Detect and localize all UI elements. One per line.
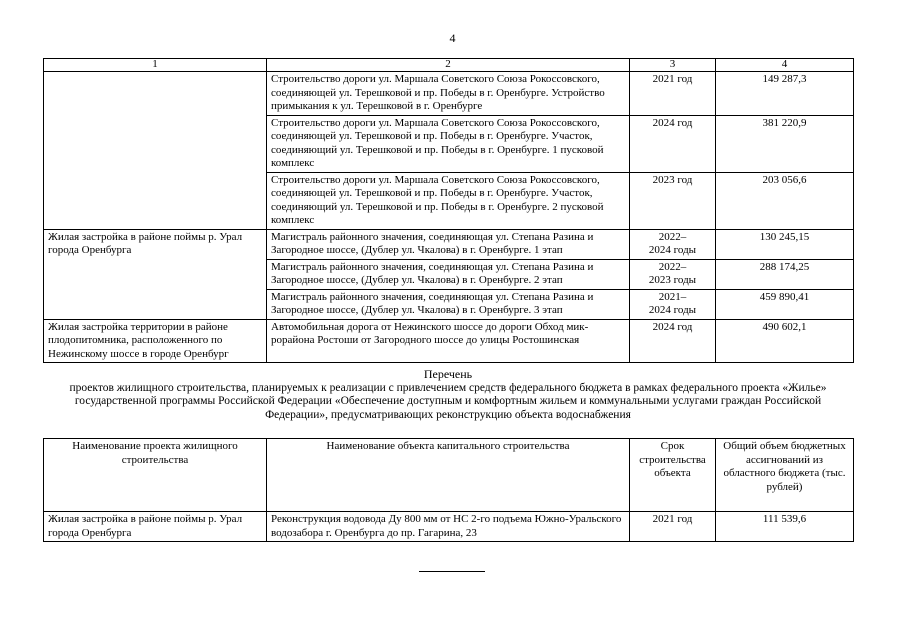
budget-amount-cell: 459 890,41 — [716, 289, 854, 319]
project-name-cell: Жилая застройка в районе поймы р. Урал города Оренбурга — [44, 229, 267, 319]
water-supply-table — [43, 438, 854, 542]
budget-amount-cell: 149 287,3 — [716, 72, 854, 116]
budget-amount-cell: 288 174,25 — [716, 259, 854, 289]
list-description: проектов жилищного строительства, планируемых к реализации с привлечением средств федерального бюджета в рамках федерального проекта «Жилье» государственной программы Российской Федерации «Обеспечение доступным и комфортным жильем и коммунальными услугами граждан Российской Федерации», предусматривающих реконструкцию объекта водоснабжения — [69, 381, 827, 421]
table-row — [44, 229, 854, 259]
header-object-name: Наименование объекта капитального строительства — [267, 439, 630, 512]
list-title: Перечень — [423, 367, 473, 381]
column-number-2: 2 — [267, 59, 630, 72]
header-budget-amount: Общий объем бюджетных ассигнований из областного бюджета (тыс. рублей) — [716, 439, 854, 512]
project-name-cell: Жилая застройка территории в районе плодопитомника, расположенного по Нежинскому шоссе в городе Оренбург — [44, 319, 267, 363]
construction-period-cell: 2021– 2024 годы — [630, 289, 716, 319]
budget-amount-cell: 203 056,6 — [716, 172, 854, 229]
table-header-row — [44, 59, 854, 72]
header-project-name: Наименование проекта жилищного строительства — [44, 439, 267, 512]
list-heading — [43, 368, 853, 422]
budget-amount-cell: 130 245,15 — [716, 229, 854, 259]
budget-amount-cell: 381 220,9 — [716, 115, 854, 172]
project-name-cell — [44, 72, 267, 230]
column-number-3: 3 — [630, 59, 716, 72]
construction-period-cell: 2024 год — [630, 115, 716, 172]
column-number-1: 1 — [44, 59, 267, 72]
object-name-cell: Автомобильная дорога от Нежинского шоссе до дороги Обход микрорайона Ростоши от Загородного шоссе до улицы Ростошинская — [267, 319, 630, 363]
object-name-cell: Строительство дороги ул. Маршала Советского Союза Рокоссовского, соединяющей ул. Терешковой и пр. Победы в г. Оренбурге. Устройство примыкания к ул. Терешковой в г. Оренбурге — [267, 72, 630, 116]
construction-period-cell: 2022– 2024 годы — [630, 229, 716, 259]
budget-amount-cell: 111 539,6 — [716, 512, 854, 542]
construction-period-cell: 2021 год — [630, 72, 716, 116]
construction-period-cell: 2023 год — [630, 172, 716, 229]
table-row — [44, 319, 854, 363]
budget-amount-cell: 490 602,1 — [716, 319, 854, 363]
object-name-cell: Строительство дороги ул. Маршала Советского Союза Рокоссовского, соединяющей ул. Терешковой и пр. Победы в г. Оренбурге. Участок, соединяющий ул. Терешковой и пр. Победы в г. Оренбурге. 1 пусковой комплекс — [267, 115, 630, 172]
construction-period-cell: 2024 год — [630, 319, 716, 363]
construction-period-cell: 2021 год — [630, 512, 716, 542]
object-name-cell: Магистраль районного значения, соединяющая ул. Степана Разина и Загородное шоссе, (Дублер ул. Чкалова) в г. Оренбурге. 2 этап — [267, 259, 630, 289]
object-name-cell: Реконструкция водовода Ду 800 мм от НС 2-го подъема Южно-Уральского водозабора г. Оренбурга до пр. Гагарина, 23 — [267, 512, 630, 542]
project-name-cell: Жилая застройка в районе поймы р. Урал города Оренбурга — [44, 512, 267, 542]
table-row — [44, 72, 854, 116]
object-name-cell: Магистраль районного значения, соединяющая ул. Степана Разина и Загородное шоссе, (Дублер ул. Чкалова) в г. Оренбурге. 1 этап — [267, 229, 630, 259]
table-row — [44, 512, 854, 542]
header-construction-period: Срок строительства объекта — [630, 439, 716, 512]
table-header-row — [44, 439, 854, 512]
construction-period-cell: 2022– 2023 годы — [630, 259, 716, 289]
column-number-4: 4 — [716, 59, 854, 72]
footer-divider — [419, 571, 485, 572]
object-name-cell: Строительство дороги ул. Маршала Советского Союза Рокоссовского, соединяющей ул. Терешковой и пр. Победы в г. Оренбурге. Участок, соединяющий ул. Терешковой и пр. Победы в г. Оренбурге. 2 пусковой комплекс — [267, 172, 630, 229]
page-number: 4 — [449, 31, 456, 45]
projects-table — [43, 58, 854, 363]
object-name-cell: Магистраль районного значения, соединяющая ул. Степана Разина и Загородное шоссе, (Дублер ул. Чкалова) в г. Оренбурге. 3 этап — [267, 289, 630, 319]
